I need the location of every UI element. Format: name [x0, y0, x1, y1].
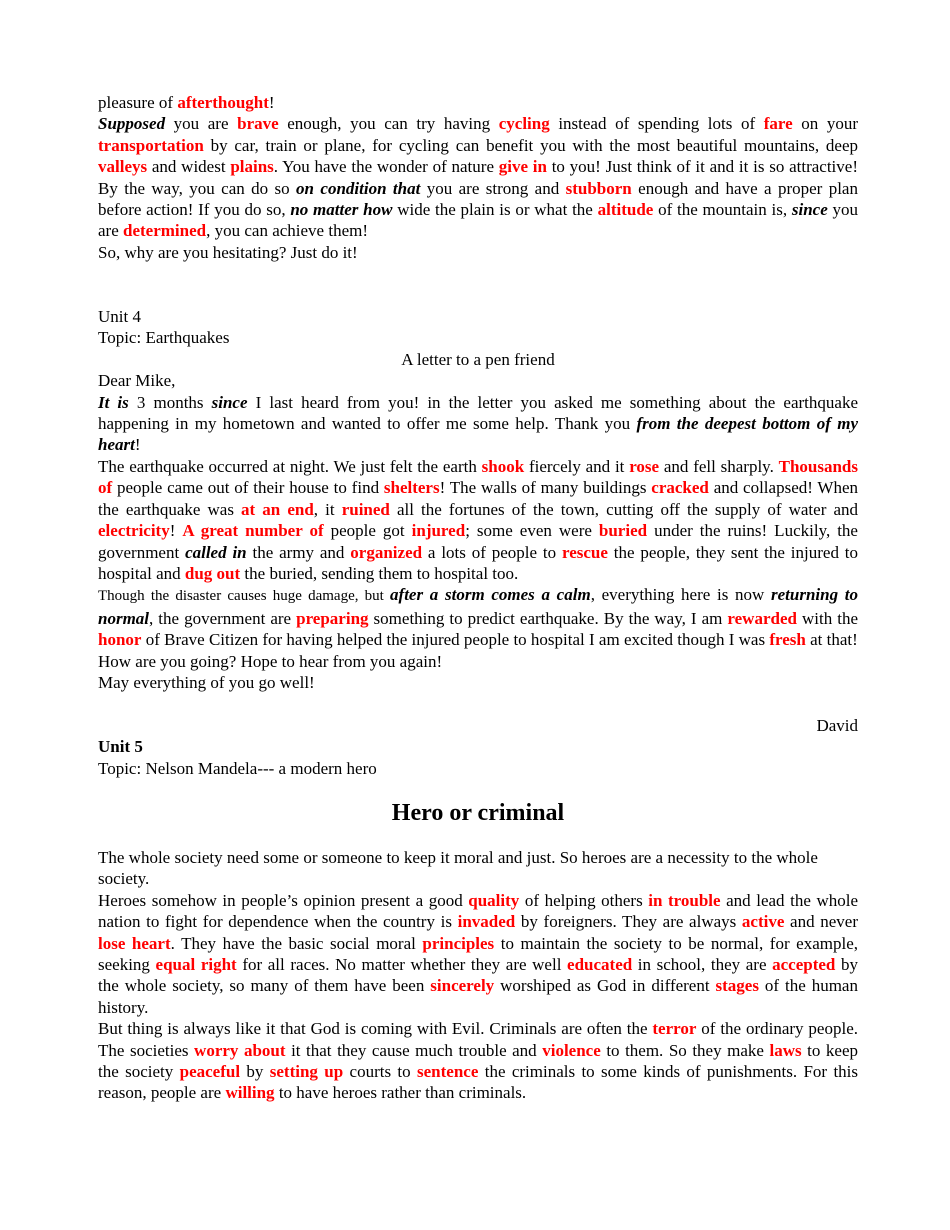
text: to keep the society	[98, 1040, 858, 1082]
topic-label: Topic: Earthquakes	[98, 328, 230, 348]
paragraph: How are you going? Hope to hear from you again!	[98, 651, 443, 671]
phrase: returning to normal	[98, 585, 858, 628]
text: you are strong and	[420, 178, 566, 198]
vocab-word: educated	[567, 955, 633, 974]
vocab-word: organized	[350, 542, 423, 562]
vocab-word: honor	[98, 630, 142, 650]
paragraph: May everything of you go well!	[98, 672, 315, 692]
text: I last heard from you! in the letter you asked me something about the earthquake happening in my hometown and wanted to offer me some help. Thank you	[98, 392, 858, 434]
text: and widest	[147, 157, 231, 177]
vocab-word: stubborn	[565, 178, 632, 198]
phrase: called in	[185, 542, 247, 562]
text: with the	[796, 608, 858, 628]
vocab-word: sincerely	[430, 976, 495, 996]
vocab-word: ruined	[341, 499, 390, 519]
text: to you! Just think of it and it is so attractive! By the way, you can do so	[98, 157, 858, 198]
text: to them. So they make	[600, 1040, 770, 1060]
text: the people, they sent the injured to hospital and	[98, 542, 859, 583]
text: by car, train or plane, for cycling can benefit you with the most beautiful mountains, deep	[203, 135, 858, 155]
paragraph	[98, 584, 858, 650]
paragraph	[98, 456, 858, 584]
vocab-word: buried	[598, 521, 648, 541]
text: wide the plain is or what the	[392, 200, 598, 220]
vocab-word: equal right	[155, 955, 237, 974]
vocab-word: active	[741, 912, 785, 932]
text: of the ordinary people. The societies	[98, 1019, 858, 1060]
vocab-word: rewarded	[727, 608, 797, 628]
text: the buried, sending them to hospital too.	[240, 563, 519, 583]
text: , everything here is now	[590, 585, 771, 605]
paragraph	[98, 890, 858, 1018]
text: 3 months	[128, 392, 212, 412]
vocab-word: altitude	[597, 200, 654, 220]
text: The earthquake occurred at night. We just felt the earth	[98, 456, 482, 476]
vocab-word: quality	[468, 890, 520, 910]
text: it that they cause much trouble and	[285, 1040, 543, 1060]
unit-label: Unit 4	[98, 307, 141, 327]
phrase: since	[211, 392, 248, 412]
text: ! The walls of many buildings	[439, 478, 652, 498]
unit-label: Unit 5	[98, 737, 143, 757]
letter-signature: David	[816, 715, 858, 735]
text: in school, they are	[632, 955, 773, 974]
text: !	[134, 435, 141, 455]
phrase: on condition that	[296, 178, 421, 198]
letter-greeting: Dear Mike,	[98, 371, 176, 391]
text: you are	[98, 200, 859, 241]
vocab-word: in trouble	[648, 890, 721, 910]
vocab-word: peaceful	[179, 1062, 241, 1082]
phrase: It is	[98, 392, 129, 412]
text: of Brave Citizen for having helped the injured people to hospital I am excited though I was	[141, 630, 770, 650]
vocab-word: rescue	[561, 542, 608, 562]
text: enough, you can try having	[278, 114, 499, 134]
paragraph	[98, 92, 858, 113]
text: you are	[165, 114, 238, 134]
text: and never	[784, 912, 858, 932]
text: . You have the wonder of nature	[273, 157, 499, 177]
section-heading: A letter to a pen friend	[401, 349, 555, 369]
text: to maintain the society to be normal, for example, seeking	[98, 933, 858, 974]
text: by	[240, 1062, 270, 1082]
vocab-word: stages	[715, 976, 759, 996]
text: Heroes somehow in people’s opinion present a good	[98, 890, 469, 910]
vocab-word: A great number of	[182, 521, 324, 541]
text: Though the disaster causes huge damage, but	[98, 588, 391, 605]
vocab-word: sentence	[417, 1062, 479, 1082]
vocab-word: shelters	[383, 478, 440, 498]
text: !	[268, 93, 275, 112]
text: enough and have a proper plan before action! If you do so,	[98, 178, 858, 220]
vocab-word: setting up	[269, 1062, 344, 1082]
vocab-word: transportation	[98, 135, 204, 155]
text: for all races. No matter whether they are well	[236, 955, 568, 974]
text: fiercely and it	[524, 456, 630, 476]
text: courts to	[343, 1062, 417, 1082]
vocab-word: preparing	[296, 608, 369, 628]
text: by the whole society, so many of them have been	[98, 955, 858, 996]
text: of the mountain is,	[653, 200, 792, 220]
vocab-word: shook	[481, 456, 525, 476]
text: ; some even were	[465, 521, 599, 541]
vocab-word: cracked	[651, 478, 709, 498]
text: But thing is always like it that God is coming with Evil. Criminals are often the	[98, 1019, 653, 1039]
vocab-word: electricity	[98, 521, 170, 541]
vocab-word: give in	[498, 157, 547, 177]
text: to have heroes rather than criminals.	[274, 1083, 527, 1103]
text: something to predict earthquake. By the way, I am	[368, 608, 728, 628]
phrase: no matter how	[290, 200, 393, 220]
vocab-word: principles	[422, 933, 495, 953]
vocab-word: fare	[763, 114, 793, 134]
vocab-word: lose heart	[98, 933, 171, 953]
paragraph: So, why are you hesitating? Just do it!	[98, 242, 358, 262]
text: , it	[313, 499, 342, 519]
vocab-word: willing	[225, 1083, 275, 1103]
vocab-word: terror	[652, 1019, 697, 1039]
spacer	[98, 693, 858, 714]
phrase: since	[791, 200, 828, 220]
vocab-word: valleys	[98, 157, 148, 177]
text: on your	[792, 114, 858, 134]
vocab-word: determined	[123, 221, 207, 241]
text: instead of spending lots of	[549, 114, 764, 134]
vocab-word: fresh	[769, 630, 806, 650]
text: . They have the basic social moral	[170, 933, 423, 953]
paragraph	[98, 1018, 858, 1104]
paragraph	[98, 392, 858, 456]
text: and collapsed! When the earthquake was	[98, 478, 858, 519]
text: , you can achieve them!	[206, 221, 369, 241]
vocab-word: dug out	[184, 563, 241, 583]
document-page	[98, 92, 858, 1104]
spacer	[98, 263, 858, 306]
text: under the ruins! Luckily, the government	[98, 521, 858, 562]
vocab-word: at an end	[241, 499, 314, 519]
phrase: after a storm comes a calm	[390, 585, 591, 605]
vocab-word: invaded	[457, 912, 516, 932]
vocab-word: laws	[769, 1040, 802, 1060]
topic-label: Topic: Nelson Mandela--- a modern hero	[98, 758, 377, 778]
text: the criminals to some kinds of punishments. For this reason, people are	[98, 1062, 859, 1103]
vocab-word: accepted	[772, 955, 836, 974]
paragraph: The whole society need some or someone to keep it moral and just. So heroes are a necessity to the whole society.	[98, 847, 818, 889]
essay-title: Hero or criminal	[391, 799, 565, 826]
text: people came out of their house to find	[112, 478, 384, 498]
vocab-word: cycling	[498, 114, 550, 134]
text: of the human history.	[98, 976, 858, 1017]
text: the army and	[246, 542, 351, 562]
vocab-word: worry about	[194, 1040, 286, 1060]
text: by foreigners. They are always	[515, 912, 742, 932]
phrase: from the deepest bottom of my heart	[98, 414, 858, 455]
text: at that!	[805, 630, 858, 650]
text: and fell sharply.	[659, 456, 779, 476]
text: and lead the whole nation to fight for dependence when the country is	[98, 890, 858, 932]
text: pleasure of	[98, 93, 178, 112]
text: worshiped as God in different	[494, 976, 716, 996]
vocab-word: afterthought	[177, 93, 269, 112]
text: !	[169, 521, 183, 541]
text: people got	[323, 521, 412, 541]
vocab-word: injured	[411, 521, 466, 541]
vocab-word: violence	[542, 1040, 601, 1060]
phrase: Supposed	[98, 114, 166, 134]
vocab-word: brave	[237, 114, 279, 134]
paragraph	[98, 113, 858, 241]
vocab-word: Thousands of	[98, 456, 858, 498]
text: , the government are	[149, 608, 297, 628]
text: a lots of people to	[422, 542, 562, 562]
text: of helping others	[519, 890, 649, 910]
vocab-word: rose	[629, 456, 660, 476]
vocab-word: plains	[230, 157, 274, 177]
text: all the fortunes of the town, cutting off the supply of water and	[389, 499, 858, 519]
